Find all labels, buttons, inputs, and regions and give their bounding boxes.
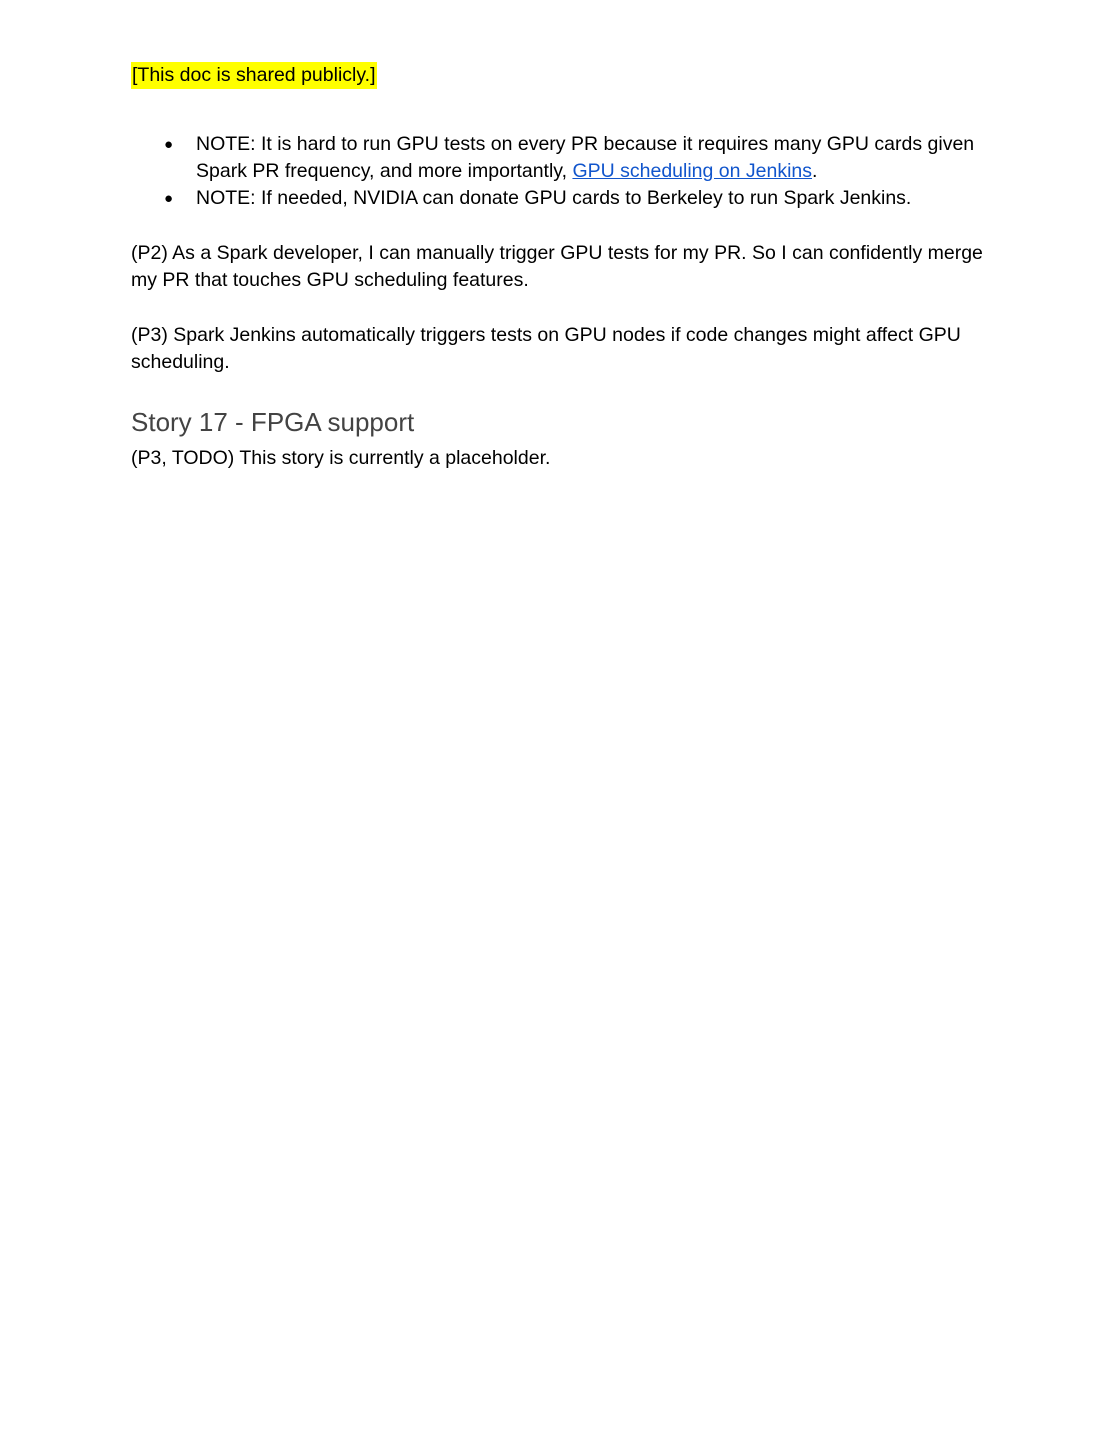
list-item [131,131,991,185]
bullet-icon: ● [164,190,174,207]
list-item [131,185,991,212]
gpu-scheduling-jenkins-link[interactable]: GPU scheduling on Jenkins [572,160,813,182]
story-17-heading: Story 17 - FPGA support [131,407,415,437]
notes-list [131,131,991,212]
p2-paragraph: (P2) As a Spark developer, I can manually trigger GPU tests for my PR. So I can confidently merge my PR that touches GPU scheduling features. [131,242,983,291]
share-notice-highlight: [This doc is shared publicly.] [131,62,377,89]
bullet-icon: ● [164,136,174,153]
share-banner [131,62,991,89]
story-17-body: (P3, TODO) This story is currently a placeholder. [131,447,551,469]
note-text: NOTE: If needed, NVIDIA can donate GPU cards to Berkeley to run Spark Jenkins. [196,187,912,209]
document-page [131,62,991,472]
note-text-end: . [812,160,818,182]
p3-paragraph: (P3) Spark Jenkins automatically triggers tests on GPU nodes if code changes might affect GPU scheduling. [131,324,961,373]
note-text: NOTE: It is hard to run GPU tests on every PR because it requires many GPU cards given Spark PR frequency, and more importantly, [196,133,975,182]
